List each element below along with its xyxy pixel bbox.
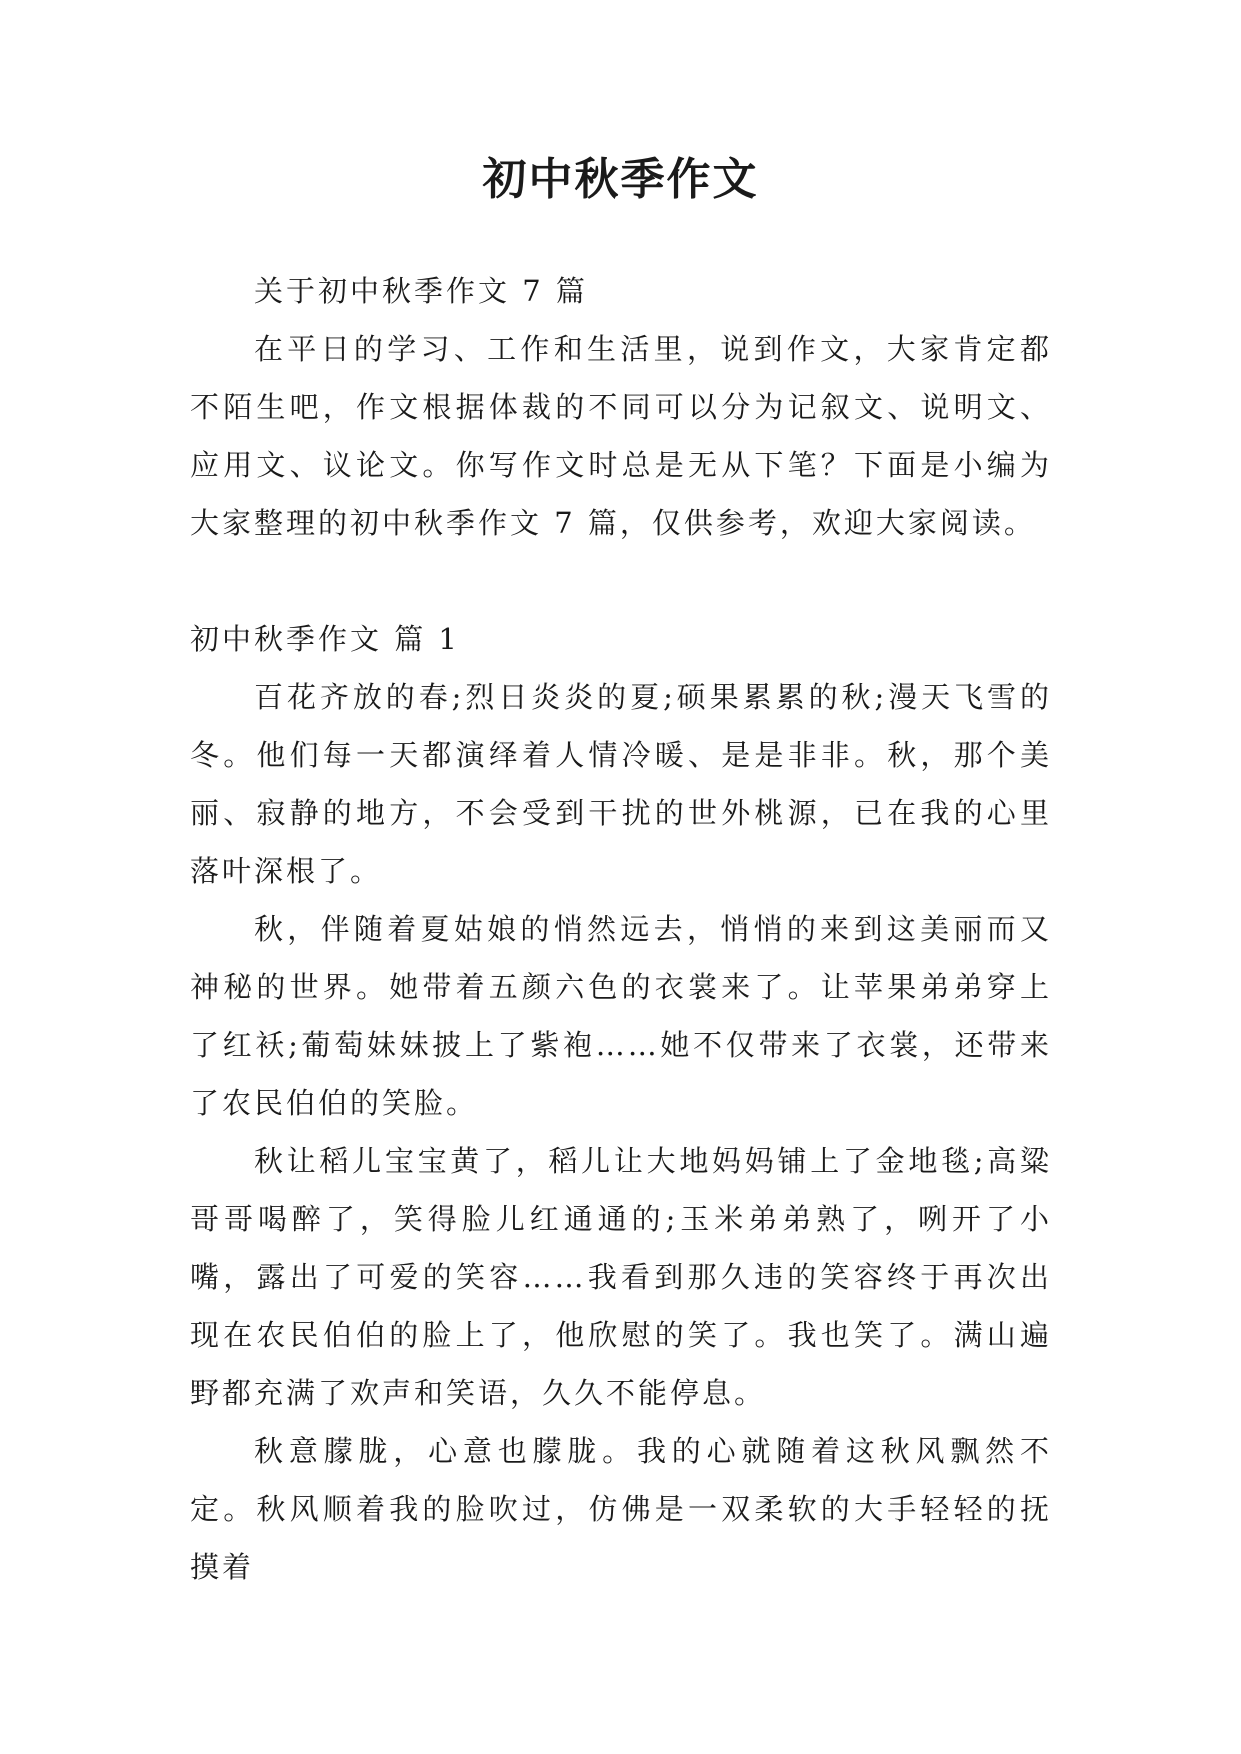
section-heading: 初中秋季作文 篇 1 (190, 622, 460, 656)
document-body (190, 262, 1052, 1596)
body-paragraph: 百花齐放的春;烈日炎炎的夏;硕果累累的秋;漫天飞雪的冬。他们每一天都演绎着人情冷暖、是是非非。秋，那个美丽、寂静的地方，不会受到干扰的世外桃源，已在我的心里落叶深根了。 (190, 680, 1052, 888)
body-paragraph: 秋让稻儿宝宝黄了，稻儿让大地妈妈铺上了金地毯;高粱哥哥喝醉了，笑得脸儿红通通的;玉米弟弟熟了，咧开了小嘴，露出了可爱的笑容……我看到那久违的笑容终于再次出现在农民伯伯的脸上了，他欣慰的笑了。我也笑了。满山遍野都充满了欢声和笑语，久久不能停息。 (190, 1144, 1052, 1410)
intro-heading: 关于初中秋季作文 7 篇 (254, 274, 588, 308)
document-title: 初中秋季作文 (482, 154, 759, 205)
body-paragraph: 秋，伴随着夏姑娘的悄然远去，悄悄的来到这美丽而又神秘的世界。她带着五颜六色的衣裳来了。让苹果弟弟穿上了红袄;葡萄妹妹披上了紫袍……她不仅带来了衣裳，还带来了农民伯伯的笑脸。 (190, 912, 1052, 1120)
intro-paragraph: 在平日的学习、工作和生活里，说到作文，大家肯定都不陌生吧，作文根据体裁的不同可以分为记叙文、说明文、应用文、议论文。你写作文时总是无从下笔？下面是小编为大家整理的初中秋季作文 7 篇，仅供参考，欢迎大家阅读。 (190, 332, 1052, 540)
body-paragraph: 秋意朦胧，心意也朦胧。我的心就随着这秋风飘然不定。秋风顺着我的脸吹过，仿佛是一双柔软的大手轻轻的抚摸着 (190, 1434, 1052, 1584)
